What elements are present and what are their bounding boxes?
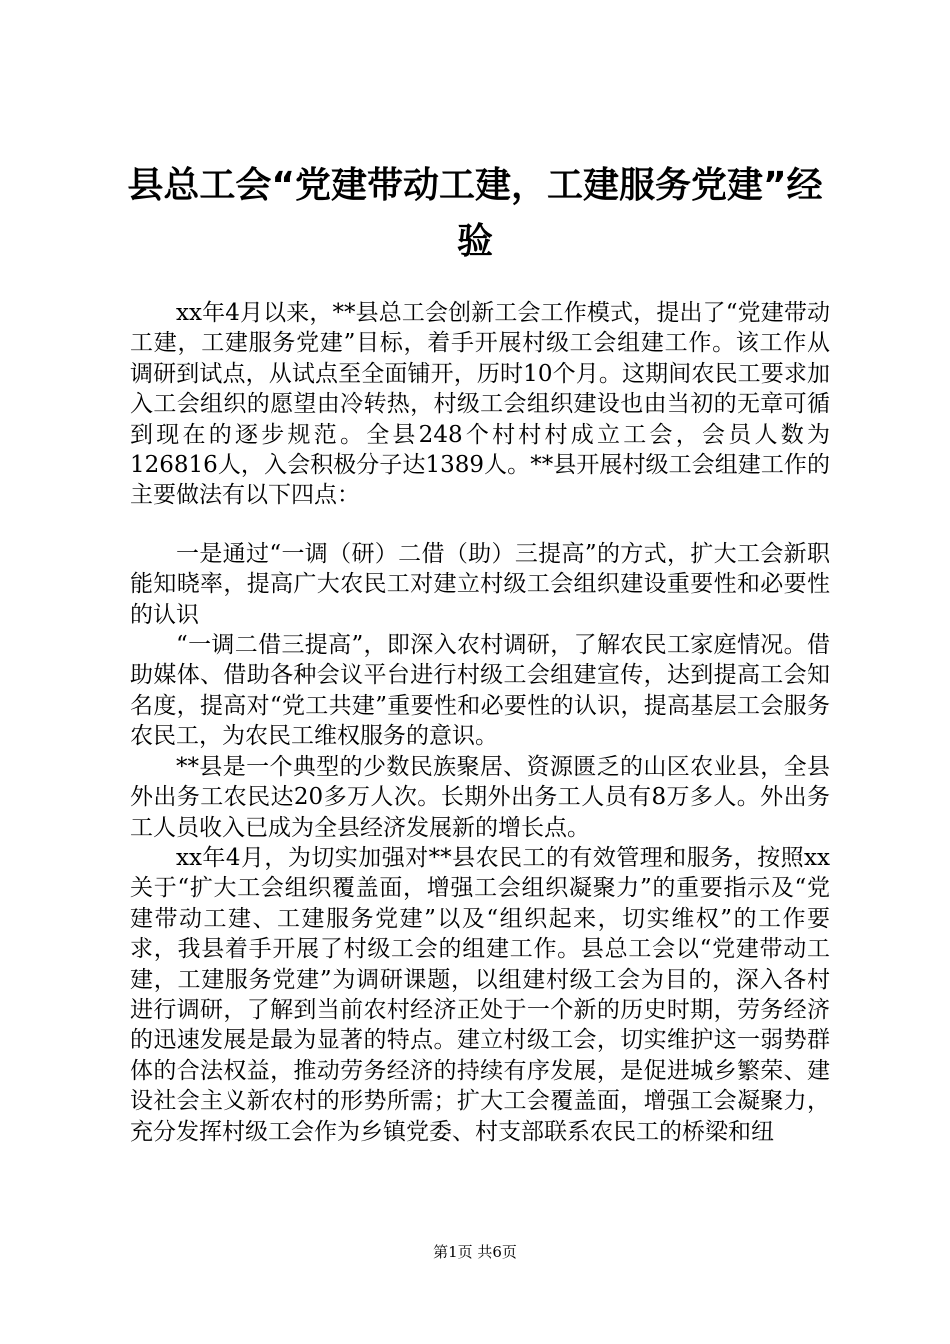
paragraph-organizing-work: xx年4月，为切实加强对**县农民工的有效管理和服务，按照xx关于“扩大工会组织覆盖面，增强工会组织凝聚力”的重要指示及“党建带动工建、工建服务党建”以及“组织起来，切实维权”的工作要求，我县着手开展了村级工会的组建工作。县总工会以“党建带动工建，工建服务党建”为调研课题，以组建村级工会为目的，深入各村进行调研，了解到当前农村经济正处于一个新的历史时期，劳务经济的迅速发展是最为显著的特点。建立村级工会，切实维护这一弱势群体的合法权益，推动劳务经济的持续有序发展，是促进城乡繁荣、建设社会主义新农村的形势所需；扩大工会覆盖面，增强工会凝聚力，充分发挥村级工会作为乡镇党委、村支部联系农民工的桥梁和纽 [130, 844, 830, 1145]
paragraph-intro: xx年4月以来，**县总工会创新工会工作模式，提出了“党建带动工建，工建服务党建”目标，着手开展村级工会组建工作。该工作从调研到试点，从试点至全面铺开，历时10个月。这期间农民工要求加入工会组织的愿望由冷转热，村级工会组织建设也由当初的无章可循到现在的逐步规范。全县248个村村村成立工会，会员人数为126816人，入会积极分子达1389人。**县开展村级工会组建工作的主要做法有以下四点： [130, 300, 830, 509]
paragraph-point-one-detail: “一调二借三提高”，即深入农村调研，了解农民工家庭情况。借助媒体、借助各种会议平台进行村级工会组建宣传，达到提高工会知名度，提高对“党工共建”重要性和必要性的认识，提高基层工会服务农民工，为农民工维权服务的意识。 [130, 632, 830, 750]
paragraph-county-background: **县是一个典型的少数民族聚居、资源匮乏的山区农业县，全县外出务工农民达20多万人次。长期外出务工人员有8万多人。外出务工人员收入已成为全县经济发展新的增长点。 [130, 753, 830, 841]
page-number-footer: 第1页 共6页 [433, 1243, 517, 1261]
document-body [130, 298, 830, 1147]
paragraph-point-one-heading: 一是通过“一调（研）二借（助）三提高”的方式，扩大工会新职能知晓率，提高广大农民工对建立村级工会组织建设重要性和必要性的认识 [130, 540, 830, 628]
document-title: 县总工会“党建带动工建，工建服务党建”经验 [127, 165, 823, 262]
